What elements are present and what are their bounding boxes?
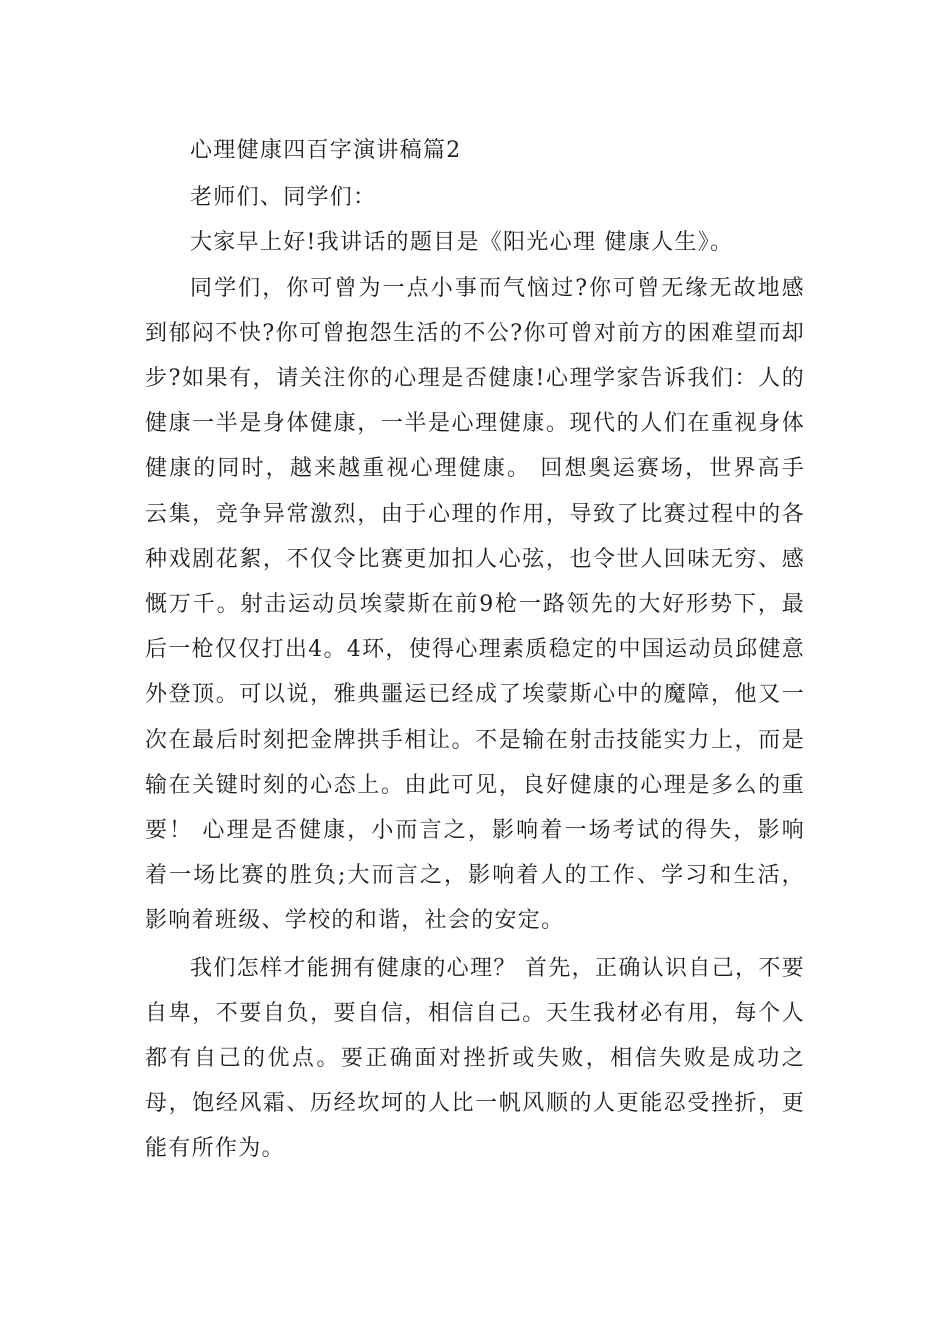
body-paragraph-1: 同学们，你可曾为一点小事而气恼过?你可曾无缘无故地感到郁闷不快?你可曾抱怨生活的不公?你可曾对前方的困难望而却步?如果有，请关注你的心理是否健康!心理学家告诉我们：人的健康一半是身体健康，一半是心理健康。现代的人们在重视身体健康的同时，越来越重视心理健康。 回想奥运赛场，世界高手云集，竞争异常激烈，由于心理的作用，导致了比赛过程中的各种戏剧花絮，不仅令比赛更加扣人心弦，也令世人回味无穷、感慨万千。射击运动员埃蒙斯在前9枪一路领先的大好形势下，最后一枪仅仅打出4。4环，使得心理素质稳定的中国运动员邱健意外登顶。可以说，雅典噩运已经成了埃蒙斯心中的魔障，他又一次在最后时刻把金牌拱手相让。不是输在射击技能实力上，而是输在关键时刻的心态上。由此可见，良好健康的心理是多么的重要！ 心理是否健康，小而言之，影响着一场考试的得失，影响着一场比赛的胜负;大而言之，影响着人的工作、学习和生活，影响着班级、学校的和谐，社会的安定。: [145, 275, 805, 934]
salutation: 老师们、同学们：: [190, 185, 377, 211]
document-body: [145, 128, 805, 1172]
section-heading: 心理健康四百字演讲稿篇2: [190, 138, 462, 163]
greeting-paragraph: 大家早上好!我讲话的题目是《阳光心理 健康人生》。: [190, 230, 734, 256]
body-paragraph-2: 我们怎样才能拥有健康的心理？ 首先，正确认识自己，不要自卑，不要自负，要自信，相信自己。天生我材必有用，每个人都有自己的优点。要正确面对挫折或失败，相信失败是成功之母，饱经风霜、历经坎坷的人比一帆风顺的人更能忍受挫折，更能有所作为。: [145, 955, 805, 1162]
